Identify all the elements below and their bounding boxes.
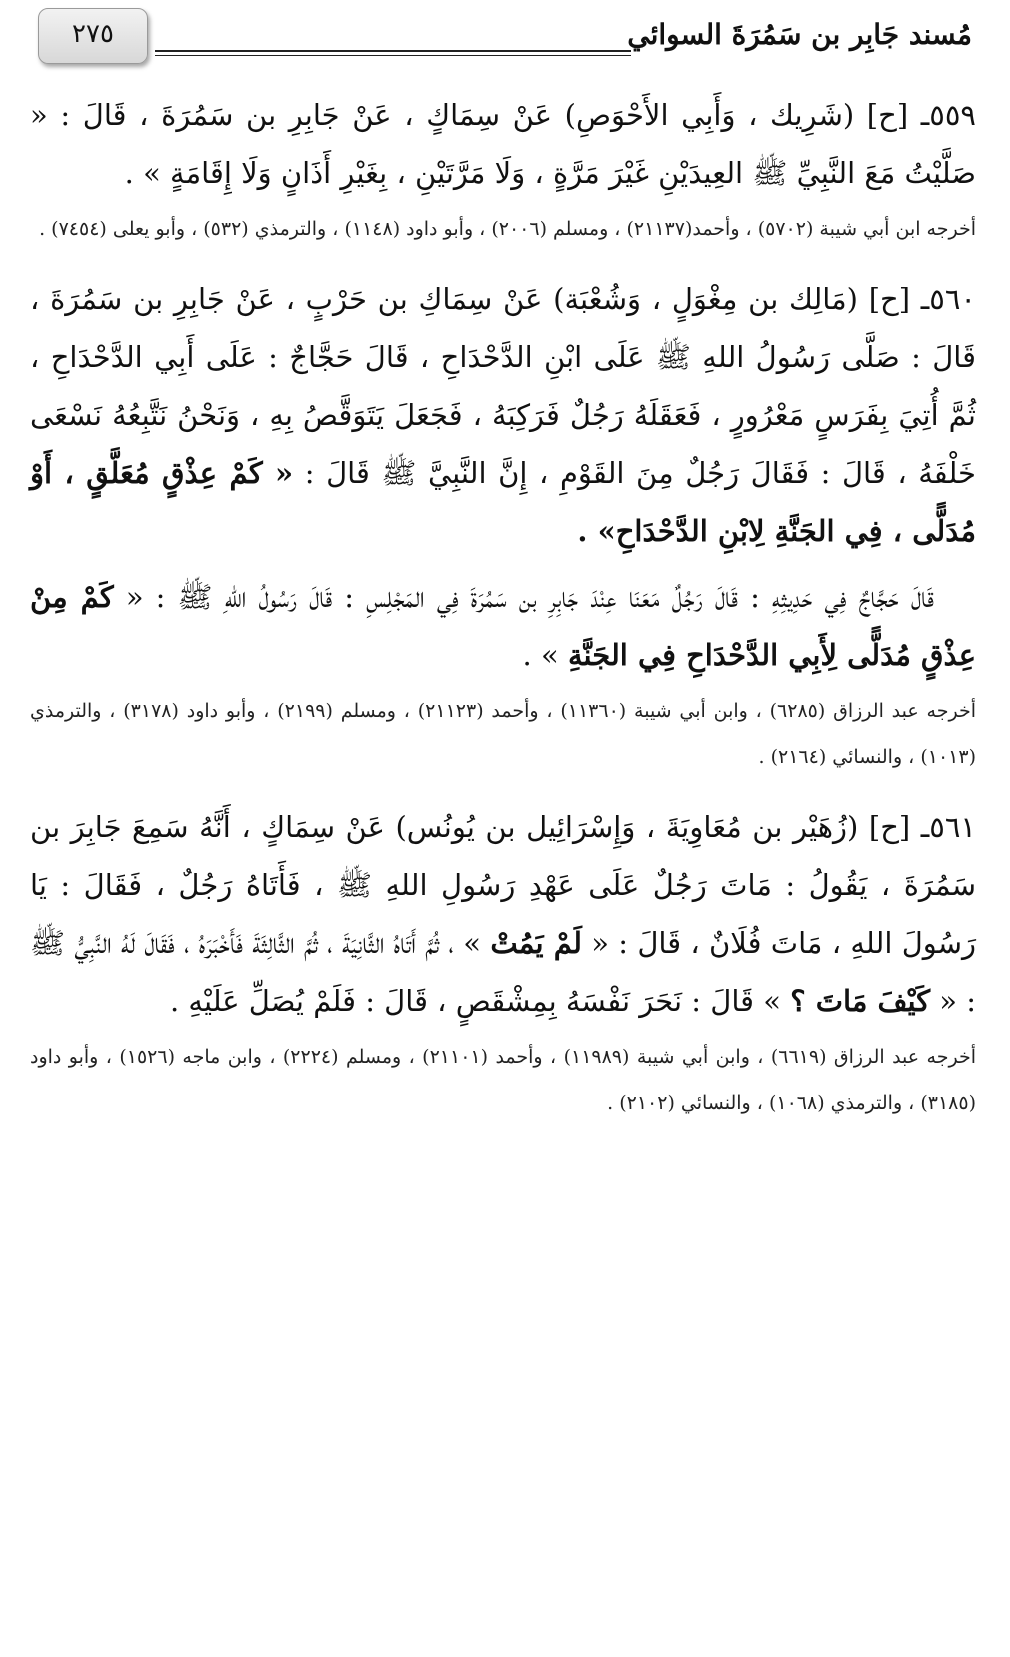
hadith-560-note-bold: كَمْ مِنْ عِذْقٍ مُدَلًّى لِأَبِي الدَّحْدَاحِ فِي الجَنَّةِ xyxy=(30,580,976,672)
book-page xyxy=(30,0,976,1657)
hadith-560 xyxy=(30,270,976,560)
page-number-tab xyxy=(38,8,148,64)
page-content xyxy=(30,86,976,1126)
spacer xyxy=(30,780,976,798)
hadith-560-text: ٥٦٠ـ [ح] (مَالِك بن مِغْوَلٍ ، وَشُعْبَة) عَنْ سِمَاكِ بن حَرْبٍ ، عَنْ جَابِرِ بن سَمُرَةَ ، قَالَ : صَلَّى رَسُولُ اللهِ ﷺ عَلَى ابْنِ الدَّحْدَاحِ ، قَالَ حَجَّاجٌ : عَلَى أَبِي الدَّحْدَاحِ ، ثُمَّ أُتِيَ بِفَرَسٍ مَعْرُورٍ ، فَعَقَلَهُ رَجُلٌ فَرَكِبَهُ ، فَجَعَلَ يَتَوَقَّصُ بِهِ ، وَنَحْنُ نَتَّبِعُهُ نَسْعَى خَلْفَهُ ، قَالَ : فَقَالَ رَجُلٌ مِنَ القَوْمِ ، إِنَّ النَّبِيَّ ﷺ قَالَ : xyxy=(30,282,976,490)
hadith-560-bold-text: « كَمْ عِذْقٍ مُعَلَّقٍ ، أَوْ مُدَلًّى ، فِي الجَنَّةِ لِابْنِ الدَّحْدَاحِ» . xyxy=(30,456,976,548)
hadith-560-takhrij: أخرجه عبد الرزاق (٦٢٨٥) ، وابن أبي شيبة (١١٣٦٠) ، وأحمد (٢١١٢٣) ، ومسلم (٢١٩٩) ، وأبو داود (٣١٧٨) ، والترمذي (١٠١٣) ، والنسائي (٢١٦٤) . xyxy=(30,700,976,768)
page-header xyxy=(30,8,976,70)
running-title: مُسند جَابِر بن سَمُرَةَ السوائي xyxy=(627,18,972,51)
hadith-559-text: ٥٥٩ـ [ح] (شَرِيك ، وَأَبِي الأَحْوَصِ) عَنْ سِمَاكٍ ، عَنْ جَابِرِ بن سَمُرَةَ ، قَالَ : « صَلَّيْتُ مَعَ النَّبِيِّ ﷺ العِيدَيْنِ غَيْرَ مَرَّةٍ ، وَلَا مَرَّتَيْنِ ، بِغَيْرِ أَذَانٍ وَلَا إِقَامَةٍ » . xyxy=(30,98,976,190)
hadith-561-takhrij: أخرجه عبد الرزاق (٦٦١٩) ، وابن أبي شيبة (١١٩٨٩) ، وأحمد (٢١١٠١) ، ومسلم (٢٢٢٤) ، وابن ماجه (١٥٢٦) ، وأبو داود (٣١٨٥) ، والترمذي (١٠٦٨) ، والنسائي (٢١٠٢) . xyxy=(30,1046,976,1114)
hadith-560-note xyxy=(30,568,976,684)
hadith-559-takhrij: أخرجه ابن أبي شيبة (٥٧٠٢) ، وأحمد(٢١١٣٧) ، ومسلم (٢٠٠٦) ، وأبو داود (١١٤٨) ، والترمذي (٥٣٢) ، وأبو يعلى (٧٤٥٤) . xyxy=(39,218,976,240)
hadith-560-note-end: » . xyxy=(522,638,559,672)
hadith-560-note-text: قَالَ حَجَّاجٌ فِي حَدِيثِهِ : قَالَ رَجُلٌ مَعَنَا عِنْدَ جَابِرِ بن سَمُرَةَ فِي المَجْلِسِ : قَالَ رَسُولُ اللهِ ﷺ : « xyxy=(125,580,934,614)
hadith-559 xyxy=(30,86,976,202)
page-number: ٢٧٥ xyxy=(72,19,114,49)
hadith-561-text: ٥٦١ـ [ح] (زُهَيْر بن مُعَاوِيَةَ ، وَإِسْرَائِيل بن يُونُس) عَنْ سِمَاكٍ ، أَنَّهُ سَمِعَ جَابِرَ بن سَمُرَةَ ، يَقُولُ : مَاتَ رَجُلٌ عَلَى عَهْدِ رَسُولِ اللهِ ﷺ ، فَأَتَاهُ رَجُلٌ ، فَقَالَ : يَا رَسُولَ اللهِ ، مَاتَ فُلَانٌ ، قَالَ : « xyxy=(30,810,977,960)
header-rule xyxy=(155,50,631,56)
spacer xyxy=(30,252,976,270)
hadith-561 xyxy=(30,798,976,1030)
hadith-561-bold-2: كَيْفَ مَاتَ ؟ xyxy=(790,984,931,1018)
hadith-561-text-mid: » ، ثُمَّ أَتَاهُ الثَّانِيَةَ ، ثُمَّ الثَّالِثَةَ فَأَخْبَرَهُ ، فَقَالَ لَهُ النَّبِيُّ ﷺ : « xyxy=(30,926,976,1018)
hadith-561-text-end: » قَالَ : نَحَرَ نَفْسَهُ بِمِشْقَصٍ ، قَالَ : فَلَمْ يُصَلِّ عَلَيْهِ . xyxy=(169,984,781,1018)
hadith-561-bold-1: لَمْ يَمُتْ xyxy=(490,926,582,960)
